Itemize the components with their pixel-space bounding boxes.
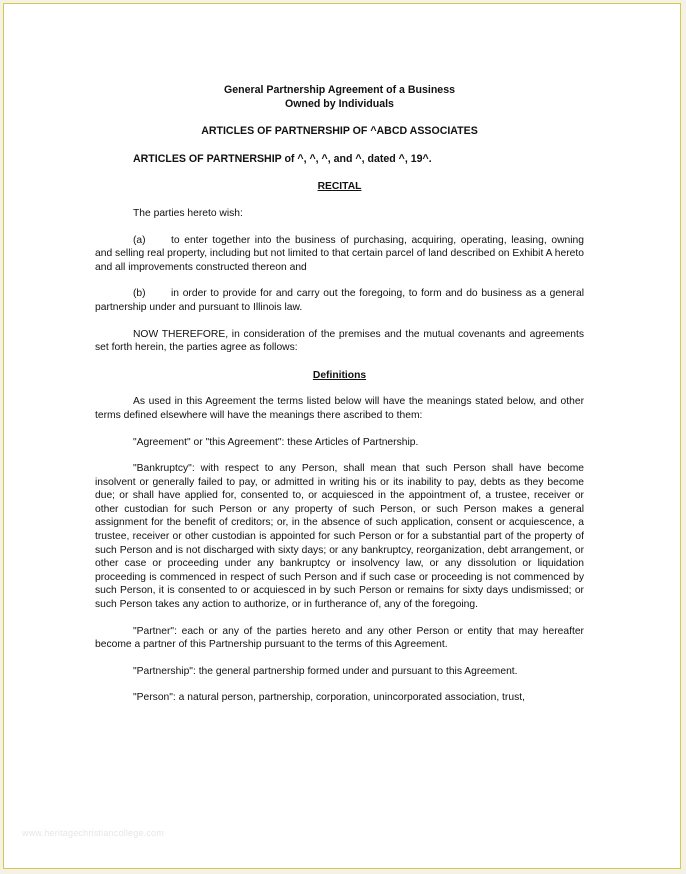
definition-partnership: "Partnership": the general partnership formed under and pursuant to this Agreement.	[133, 665, 518, 677]
item-b-text: in order to provide for and carry out the foregoing, to form and do business as a general partnership under and pursuant to Illinois law.	[95, 288, 584, 313]
item-a-text: to enter together into the business of purchasing, acquiring, operating, leasing, owning and selling real property, including but not limited to that certain parcel of land described on Exhibit A hereto and all improvements constructed thereon and	[95, 234, 584, 273]
articles-subheading: ARTICLES OF PARTNERSHIP of ^, ^, ^, and ^, dated ^, 19^.	[133, 152, 432, 165]
item-b	[95, 287, 584, 314]
document-body	[95, 84, 584, 705]
now-therefore-paragraph: NOW THEREFORE, in consideration of the premises and the mutual covenants and agreements set forth herein, the parties agree as follows:	[95, 328, 584, 354]
parties-wish: The parties hereto wish:	[133, 207, 243, 219]
watermark-text: www.heritagechristiancollege.com	[22, 828, 164, 838]
recital-heading: RECITAL	[317, 181, 362, 193]
title-line-2: Owned by Individuals	[285, 97, 394, 110]
definition-bankruptcy: "Bankruptcy": with respect to any Person, shall mean that such Person shall have become insolvent or generally failed to pay, or admitted in writing his or its inability to pay, debts as they become due; or shall have applied for, consented to, or acquiesced in the appointment of, a trustee, receiver or other custodian for such Person or any property of such Person, or such Person makes a general assignment for the benefit of creditors; or, in the absence of such application, consent or acquiescence, a trustee, receiver or other custodian is appointed for such Person or for a substantial part of the property of such Person and is not discharged with sixty days; or any bankruptcy, reorganization, debt arrangement, or other case or proceeding under any bankruptcy or insolvency law, or any dissolution or liquidation proceeding is commenced in respect of such Person and if such case or proceeding is not commenced by such Person, it is consented to or acquiesced in by such Person or remains for sixty days undismissed; or such Person takes any action to authorize, or in furtherance of, any of the foregoing.	[95, 463, 584, 611]
definition-person: "Person": a natural person, partnership, corporation, unincorporated association, trust,	[133, 692, 525, 704]
definitions-intro: As used in this Agreement the terms listed below will have the meanings stated below, and other terms defined elsewhere will have the meanings there ascribed to them:	[95, 396, 584, 421]
item-b-label: (b)	[133, 288, 146, 300]
document-page	[3, 3, 681, 869]
definitions-heading: Definitions	[312, 369, 367, 381]
definition-agreement: "Agreement" or "this Agreement": these Articles of Partnership.	[133, 436, 419, 448]
articles-heading: ARTICLES OF PARTNERSHIP OF ^ABCD ASSOCIATES	[201, 125, 478, 138]
item-a	[95, 234, 584, 275]
item-a-label: (a)	[133, 234, 146, 246]
definition-partner: "Partner": each or any of the parties hereto and any other Person or entity that may hereafter become a partner of this Partnership pursuant to the terms of this Agreement.	[95, 625, 584, 651]
title-line-1: General Partnership Agreement of a Business	[224, 84, 455, 96]
